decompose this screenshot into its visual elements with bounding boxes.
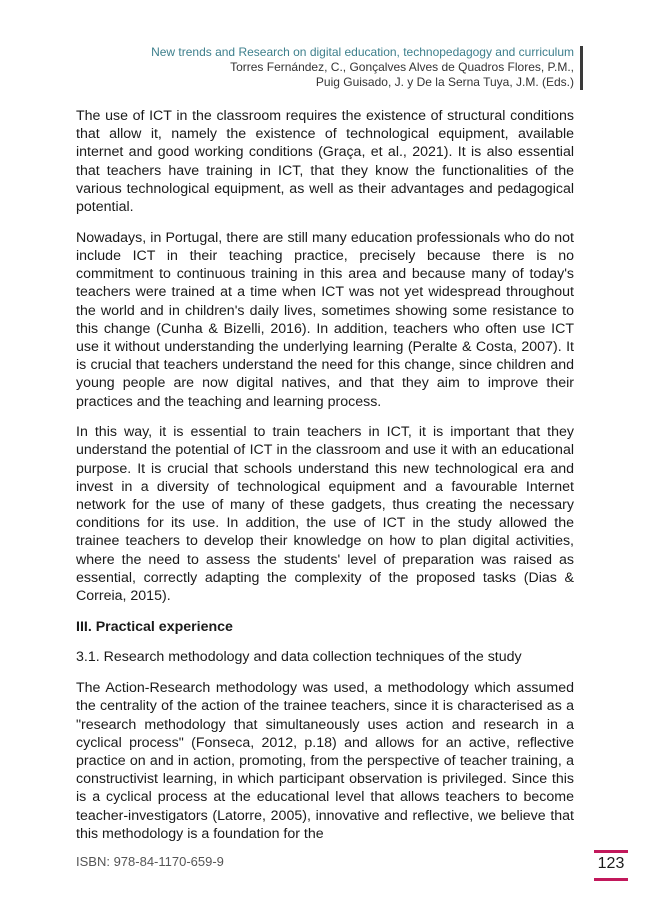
header-vertical-rule [580, 46, 583, 90]
page-number-box [594, 850, 628, 881]
running-header [151, 45, 574, 90]
page-number-bottom-rule [594, 878, 628, 881]
header-editors-line2: Puig Guisado, J. y De la Serna Tuya, J.M. (Eds.) [315, 75, 574, 89]
header-editors-line1: Torres Fernández, C., Gonçalves Alves de Quadros Flores, P.M., [230, 60, 574, 74]
body-paragraph: In this way, it is essential to train teachers in ICT, it is important that they understand the potential of ICT in the classroom and use it with an educational purpose. It is crucial that schools understand this new technological era and invest in a diversity of technological equipment and a favourable Internet network for the use of many of these gadgets, thus creating the necessary conditions for its use. In addition, the use of ICT in the study allowed the trainee teachers to develop their knowledge on how to plan digital activities, where the need to assess the students' level of preparation was raised as essential, correctly adapting the complexity of the proposed tasks (Dias & Correia, 2015). [76, 424, 574, 605]
header-book-title: New trends and Research on digital education, technopedagogy and curriculum [151, 45, 574, 59]
page-number: 123 [597, 855, 625, 872]
page-body [76, 107, 574, 856]
section-heading: III. Practical experience [76, 618, 233, 635]
subsection-heading: 3.1. Research methodology and data collection techniques of the study [76, 649, 522, 666]
footer-isbn: ISBN: 978-84-1170-659-9 [76, 854, 224, 869]
body-paragraph: Nowadays, in Portugal, there are still many education professionals who do not include ICT in their teaching practice, precisely because there is no commitment to continuous training in this area and because many of today's teachers were trained at a time when ICT was not yet widespread throughout the world and in children's daily lives, sometimes showing some resistance to this change (Cunha & Bizelli, 2016). In addition, teachers who often use ICT use it without understanding the underlying learning (Peralte & Costa, 2007). It is crucial that teachers understand the need for this change, since children and young people are now digital natives, and that they aim to improve their practices and the teaching and learning process. [76, 229, 574, 410]
page-number-top-rule [594, 850, 628, 853]
body-paragraph: The Action-Research methodology was used, a methodology which assumed the centrality of the action of the trainee teachers, since it is characterised as a "research methodology that simultaneously uses action and research in a cyclical process" (Fonseca, 2012, p.18) and allows for an active, reflective practice on and in action, promoting, from the perspective of teacher training, a constructivist learning, in which participant observation is privileged. Since this is a cyclical process at the educational level that allows teachers to become teacher-investigators (Latorre, 2005), innovative and reflective, we believe that this methodology is a foundation for the [76, 680, 574, 842]
body-paragraph: The use of ICT in the classroom requires the existence of structural conditions that allow it, namely the existence of technological equipment, available internet and good working conditions (Graça, et al., 2021). It is also essential that teachers have training in ICT, that they know the functionalities of the various technological equipment, as well as their advantages and pedagogical potential. [76, 108, 574, 216]
